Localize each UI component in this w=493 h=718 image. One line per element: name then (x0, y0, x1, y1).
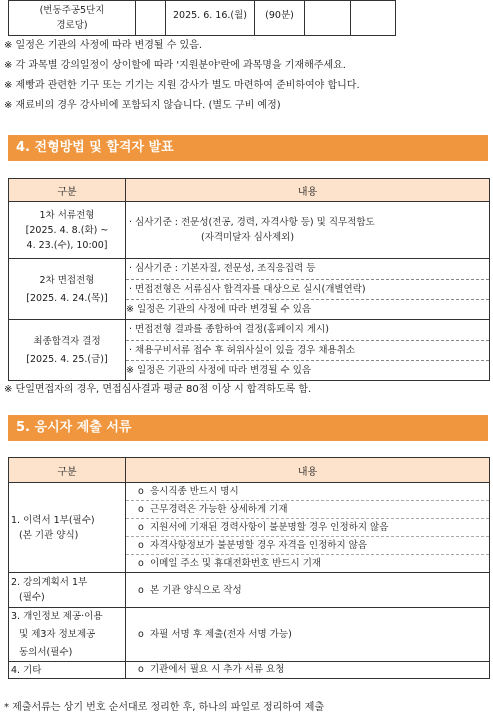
section-4-note: ※ 단일면접자의 경우, 면접심사결과 평균 80점 이상 시 합격하도록 함. (4, 384, 312, 395)
stage-date: 4. 23.(수), 10:00] (26, 239, 108, 251)
document-label: 4. 기타 (9, 662, 126, 679)
stage-content: · 심사기준 : 기본자질, 전문성, 조직응집력 등 · 면접전형은 서류심사 합격자를 대상으로 실시(개별연락) ※ 일정은 기관의 사정에 따라 변경될 수 있음 (126, 259, 490, 320)
note-line: ※ 각 과목별 강의일정이 상이할에 따라 '지원분야'란에 과목명을 기재해주세요. (4, 60, 346, 71)
stage-name: 1차 서류전형 (39, 209, 95, 221)
required-documents-table (8, 457, 490, 679)
schedule-notes (4, 40, 360, 120)
list-item: o 자격사항정보가 불분명할 경우 자격을 인정하지 않음 (126, 536, 489, 554)
stage-date: [2025. 4. 8.(화) ~ (25, 224, 109, 236)
document-label: 1. 이력서 1부(필수) (본 기관 양식) (9, 483, 126, 573)
stage-cell (9, 259, 126, 320)
document-requirements (126, 608, 490, 662)
section-5-heading: 5. 응시자 제출 서류 (8, 415, 488, 441)
document-requirements (126, 662, 490, 679)
schedule-table-fragment (8, 0, 396, 36)
header-content: 내용 (126, 458, 490, 483)
bullet-icon: o (138, 629, 144, 640)
header-category: 구분 (9, 179, 126, 202)
document-label: 2. 강의계획서 1부 (필수) (9, 573, 126, 608)
bullet-icon: o (138, 540, 144, 551)
duration-cell: (90분) (255, 1, 305, 36)
list-item: o 응시직종 반드시 명시 (126, 483, 489, 500)
section-4-heading: 4. 전형방법 및 합격자 발표 (8, 135, 488, 161)
bullet-icon: o (138, 504, 144, 515)
stage-content: · 면접전형 결과를 종합하여 결정(홈페이지 게시) · 채용구비서류 접수 후 허위사실이 있을 경우 채용취소 ※ 일정은 기관의 사정에 따라 변경될 수 있음 (126, 320, 490, 381)
date-cell: 2025. 6. 16.(월) (166, 1, 255, 36)
note-line: ※ 재료비의 경우 강사비에 포함되지 않습니다. (별도 구비 예정) (4, 100, 281, 111)
bullet-icon: o (138, 522, 144, 533)
stage-cell (9, 202, 126, 259)
section-5-note: * 제출서류는 상기 번호 순서대로 정리한 후, 하나의 파일로 정리하여 제출 (4, 702, 325, 713)
note-line: ※ 제빵과 관련한 기구 또는 기기는 지원 강사가 별도 마련하여 준비하여야 합니다. (4, 80, 360, 91)
location-cell: (번동주공5단지 경로당) (9, 1, 136, 36)
bullet-icon: o (138, 486, 144, 497)
stage-name: 2차 면접전형 (39, 274, 95, 286)
document-requirements (126, 573, 490, 608)
list-item: o 기관에서 필요 시 추가 서류 요청 (126, 662, 489, 678)
list-item: o 자필 서명 후 제출(전자 서명 가능) (126, 626, 489, 643)
selection-method-table (8, 178, 490, 381)
header-content: 내용 (126, 179, 490, 202)
stage-cell (9, 320, 126, 381)
document-label: 3. 개인정보 제공·이용 및 제3자 정보제공 동의서(필수) (9, 608, 126, 662)
stage-date: [2025. 4. 25.(금)] (26, 353, 108, 365)
list-item: o 본 기관 양식으로 작성 (126, 582, 489, 599)
bullet-icon: o (138, 584, 144, 596)
stage-content: · 심사기준 : 전문성(전공, 경력, 자격사항 등) 및 직무적합도 (자격미달자 심사제외) (126, 202, 490, 259)
document-requirements (126, 483, 490, 573)
list-item: o 지원서에 기재된 경력사항이 불분명할 경우 인정하지 않음 (126, 518, 489, 536)
list-item: o 근무경력은 가능한 상세하게 기재 (126, 500, 489, 518)
header-category: 구분 (9, 458, 126, 483)
note-line: ※ 일정은 기관의 사정에 따라 변경될 수 있음. (4, 40, 203, 51)
stage-name: 최종합격자 결정 (33, 335, 101, 347)
bullet-icon: o (138, 664, 144, 675)
stage-date: [2025. 4. 24.(목)] (26, 292, 108, 304)
list-item: o 이메일 주소 및 휴대전화번호 반드시 기재 (126, 554, 489, 572)
bullet-icon: o (138, 558, 144, 569)
